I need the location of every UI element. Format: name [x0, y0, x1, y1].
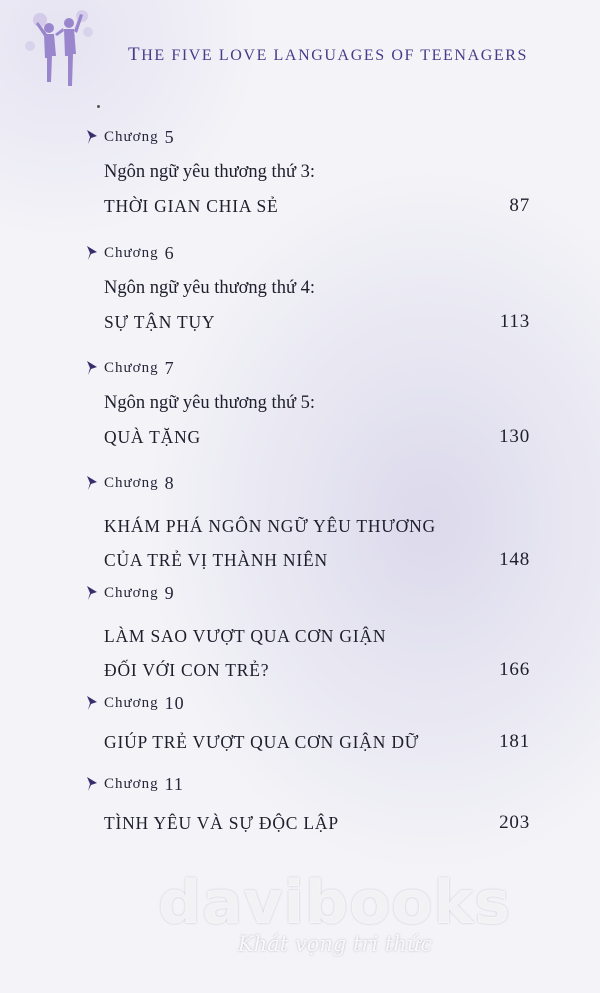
page-number: 148 — [499, 549, 530, 570]
chapter-title: KHÁM PHÁ NGÔN NGỮ YÊU THƯƠNG — [104, 516, 436, 536]
chapter-number: 5 — [164, 126, 175, 147]
toc-entry — [84, 356, 534, 454]
chapter-title: ĐỐI VỚI CON TRẺ? 166 — [104, 653, 534, 687]
toc-entry — [84, 125, 534, 223]
chapter-title: QUÀ TẶNG 130 — [104, 420, 534, 454]
chapter-heading — [84, 125, 534, 149]
chapter-number: 9 — [164, 582, 175, 603]
page-number: 130 — [499, 426, 530, 447]
arrow-bullet-icon — [84, 475, 100, 491]
chapter-title: THỜI GIAN CHIA SẺ 87 — [104, 189, 534, 223]
chapter-label: Chương — [104, 775, 159, 792]
chapter-heading — [84, 471, 534, 495]
chapter-title: TÌNH YÊU VÀ SỰ ĐỘC LẬP 203 — [104, 806, 534, 840]
watermark-tagline: Khát vọng tri thức — [238, 932, 433, 956]
page-number: 166 — [499, 659, 530, 680]
chapter-heading — [84, 772, 534, 796]
print-mark — [97, 105, 100, 108]
arrow-bullet-icon — [84, 585, 100, 601]
chapter-title: SỰ TẬN TỤY 113 — [104, 305, 534, 339]
toc-entry — [84, 691, 534, 759]
page-number: 203 — [499, 812, 530, 833]
arrow-bullet-icon — [84, 129, 100, 145]
chapter-number: 11 — [164, 773, 184, 794]
arrow-bullet-icon — [84, 776, 100, 792]
chapter-subtitle: Ngôn ngữ yêu thương thứ 4: — [104, 278, 315, 298]
chapter-label: Chương — [104, 584, 159, 601]
chapter-label: Chương — [104, 694, 159, 711]
chapter-subtitle: Ngôn ngữ yêu thương thứ 5: — [104, 393, 315, 413]
page-number: 87 — [509, 195, 530, 216]
running-title: THE FIVE LOVE LANGUAGES OF TEENAGERS — [128, 44, 529, 65]
chapter-label: Chương — [104, 244, 159, 261]
chapter-number: 8 — [164, 472, 175, 493]
chapter-heading — [84, 241, 534, 265]
toc-entry — [84, 471, 534, 577]
chapter-title: LÀM SAO VƯỢT QUA CƠN GIẬN — [104, 626, 387, 646]
chapter-number: 7 — [164, 357, 175, 378]
chapter-title: GIÚP TRẺ VƯỢT QUA CƠN GIẬN DỮ 181 — [104, 725, 534, 759]
chapter-heading — [84, 356, 534, 380]
chapter-number: 6 — [164, 242, 175, 263]
chapter-label: Chương — [104, 359, 159, 376]
chapter-heading — [84, 691, 534, 715]
arrow-bullet-icon — [84, 245, 100, 261]
chapter-label: Chương — [104, 128, 159, 145]
chapter-number: 10 — [164, 692, 185, 713]
watermark-brand: davibooks — [158, 868, 512, 938]
toc-entry — [84, 241, 534, 339]
chapter-heading — [84, 581, 534, 605]
teenagers-silhouette-logo — [22, 6, 102, 91]
page-number: 181 — [499, 731, 530, 752]
toc-entry — [84, 772, 534, 840]
chapter-title: CỦA TRẺ VỊ THÀNH NIÊN 148 — [104, 543, 534, 577]
page-number: 113 — [499, 311, 530, 332]
chapter-label: Chương — [104, 474, 159, 491]
chapter-subtitle: Ngôn ngữ yêu thương thứ 3: — [104, 162, 315, 182]
arrow-bullet-icon — [84, 360, 100, 376]
arrow-bullet-icon — [84, 695, 100, 711]
toc-entry — [84, 581, 534, 687]
